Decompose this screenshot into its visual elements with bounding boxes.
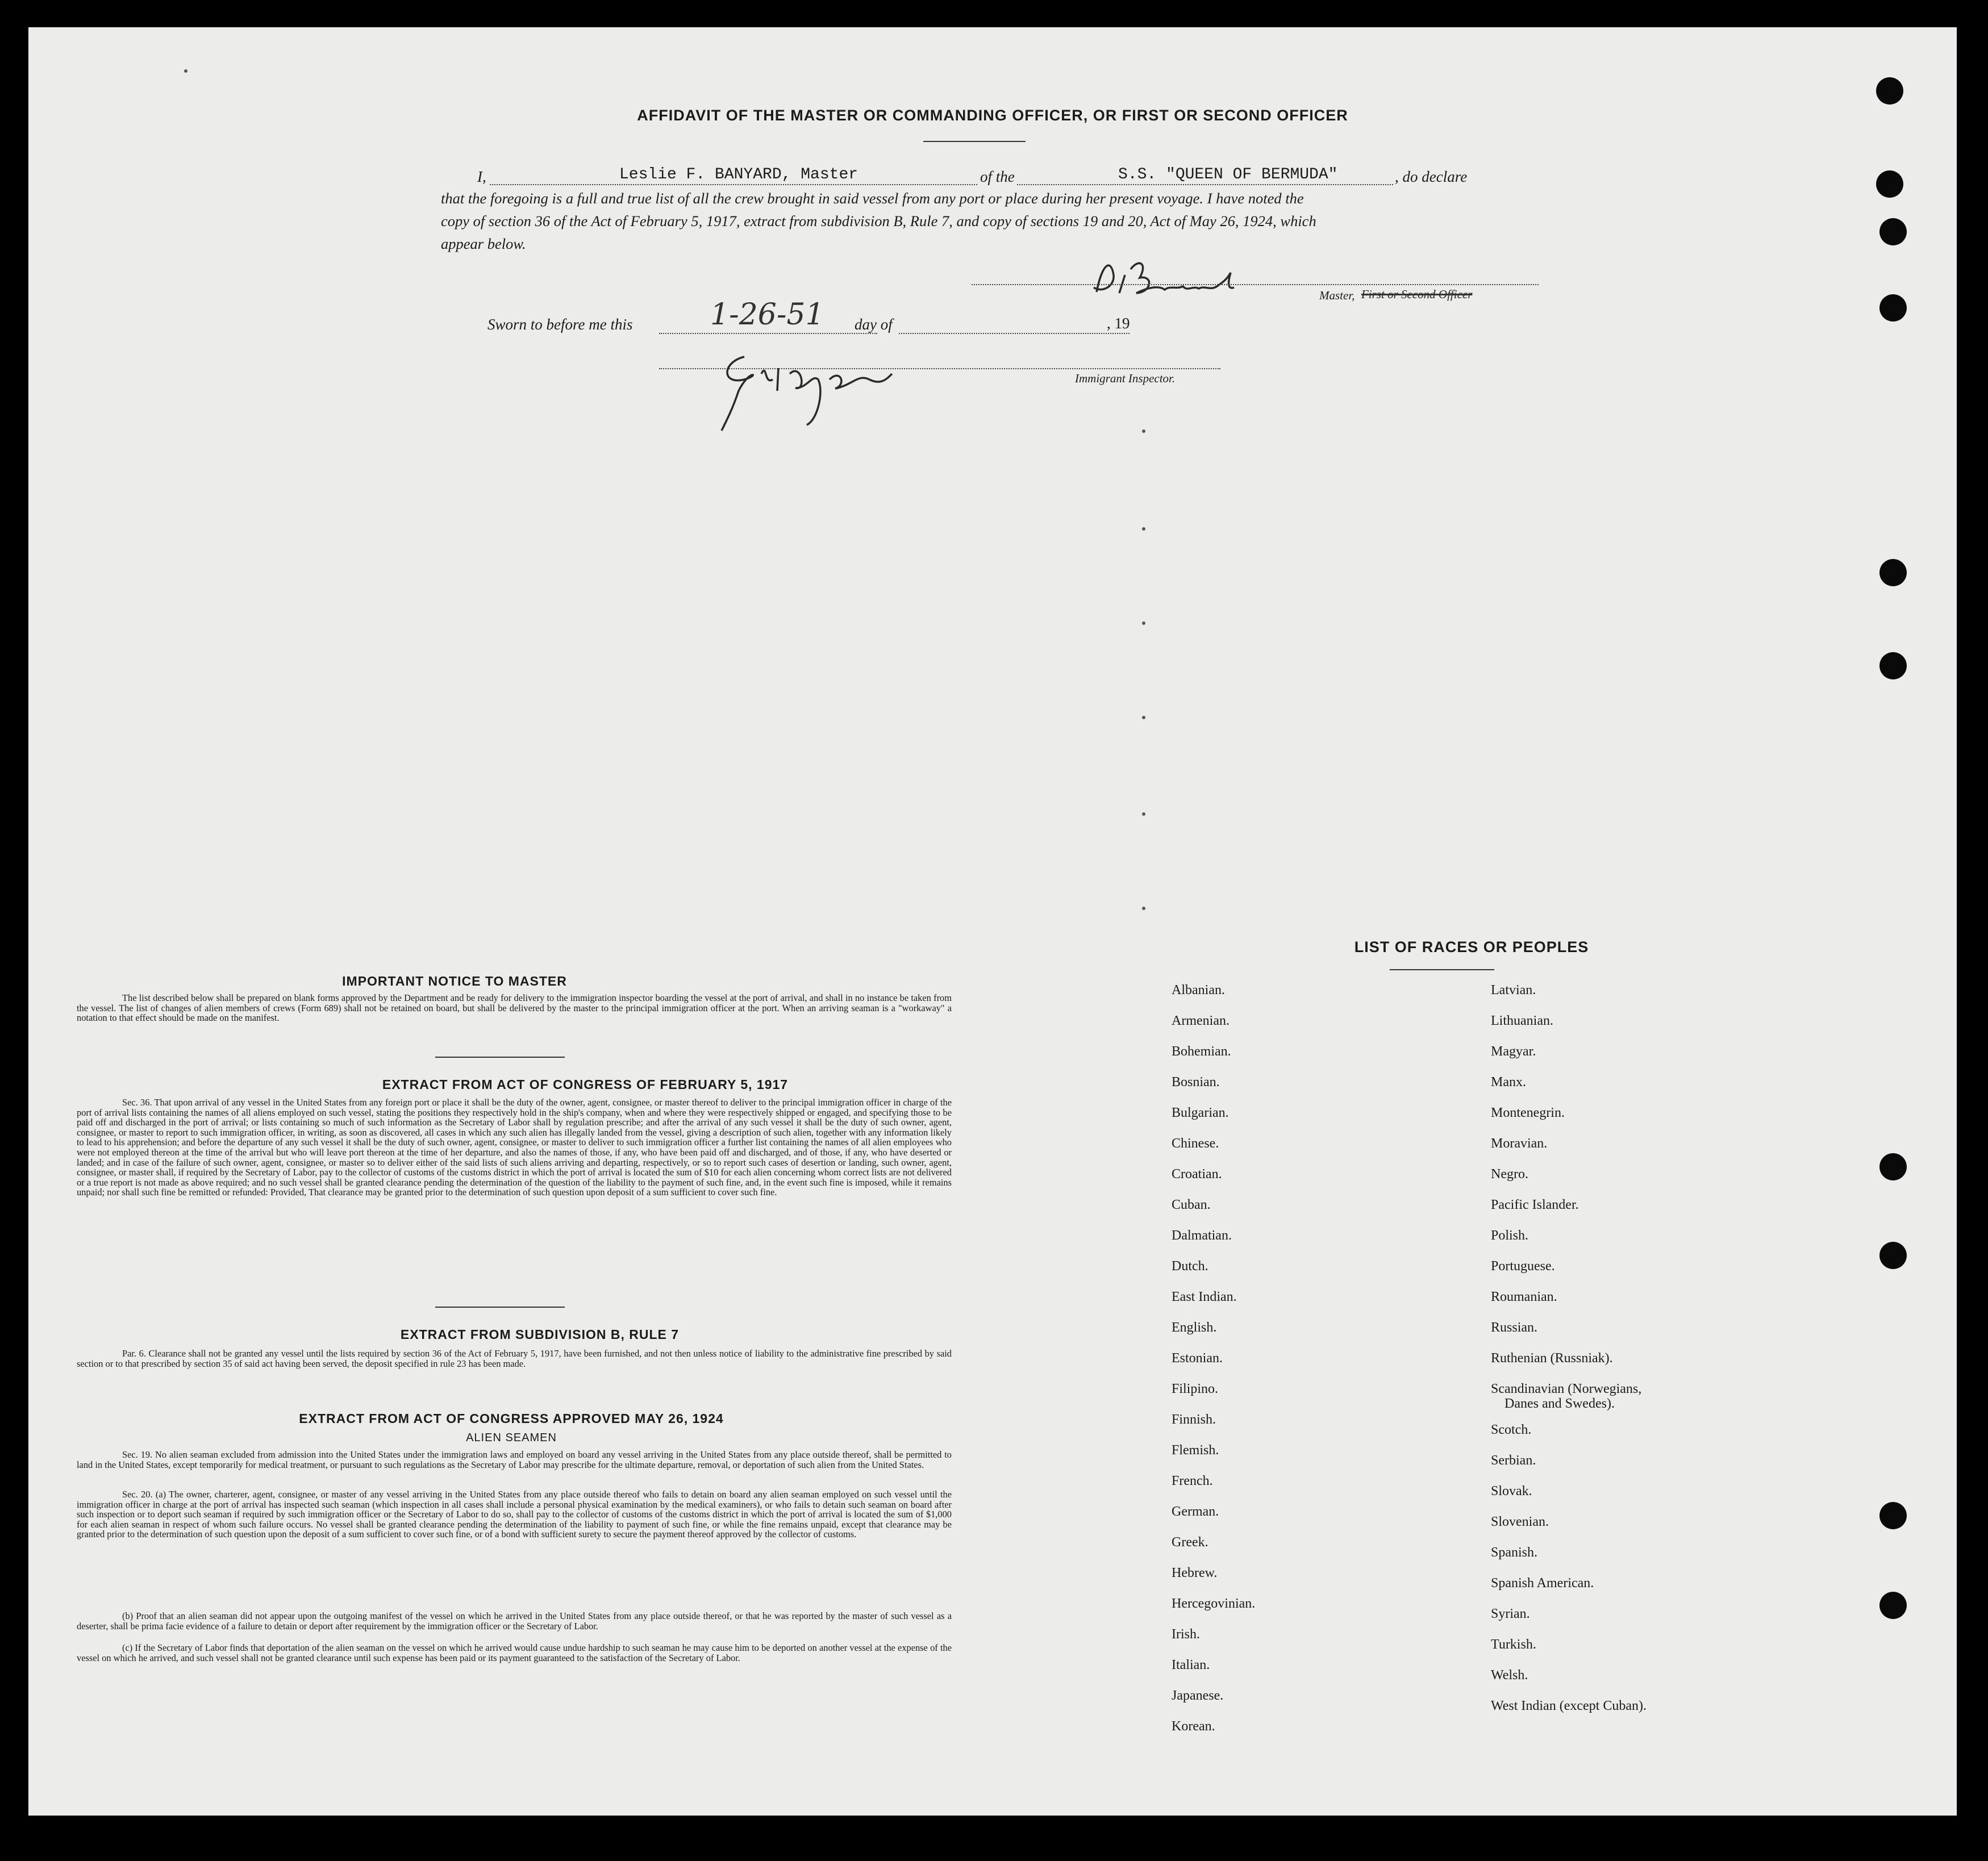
affidavit-body-line-1: that the foregoing is a full and true list of all the crew brought in said vessel from any port or place during her present voyage. I have noted the	[441, 190, 1304, 207]
race-item: Cuban.	[1172, 1197, 1211, 1212]
master-caption: Master,	[1319, 289, 1355, 302]
race-item: Russian.	[1491, 1320, 1538, 1335]
race-item: Polish.	[1491, 1228, 1529, 1243]
sworn-date: 1-26-51	[710, 298, 824, 332]
punch-hole	[1879, 1242, 1907, 1269]
race-item: Montenegrin.	[1491, 1105, 1565, 1120]
vessel-line	[1017, 184, 1393, 185]
sec-20a-body: Sec. 20. (a) The owner, charterer, agent, consignee, or master of any vessel arriving in the United States from any place outside thereof who fails to detain on board any alien seaman employed on such vessel until the immigration officer in charge at the port of arrival has inspected such seaman (which inspection in all cases shall include a personal physical examination by the medical examiners), or who fails to detain such seaman on board after such inspection or to deport such seaman if required by such immigration officer or the Secretary of Labor to do so, shall pay to the collector of customs of the customs district in which the port of arrival is located the sum of $1,000 for each alien seaman in respect of whom such failure occurs. No vessel shall be granted clearance pending the determination of the liability to payment of such fine, or while the fine remains unpaid, except that clearance may be granted prior to the determination of such question upon the deposit of a sum sufficient to cover such fine, or of a bond with sufficient surety to secure the payment thereof approved by the collector of customs.	[77, 1489, 952, 1540]
race-item: Spanish.	[1491, 1545, 1538, 1560]
race-item: Turkish.	[1491, 1637, 1536, 1652]
speck	[1142, 621, 1145, 625]
race-item: Greek.	[1172, 1535, 1208, 1550]
race-item: Negro.	[1491, 1167, 1528, 1182]
master-name: Leslie F. BANYARD, Master	[619, 166, 858, 183]
race-item: Korean.	[1172, 1719, 1215, 1734]
race-item: East Indian.	[1172, 1290, 1237, 1304]
punch-hole	[1876, 77, 1903, 105]
punch-hole	[1879, 1592, 1907, 1619]
race-item: Hebrew.	[1172, 1566, 1218, 1580]
race-item: Estonian.	[1172, 1351, 1223, 1366]
month-line	[899, 333, 1130, 334]
affidavit-body-line-3: appear below.	[441, 235, 526, 252]
race-item: Latvian.	[1491, 983, 1536, 998]
master-name-line	[490, 184, 977, 185]
race-item: Slovenian.	[1491, 1514, 1549, 1529]
extract-1917-title: EXTRACT FROM ACT OF CONGRESS OF FEBRUARY 5, 1917	[382, 1077, 789, 1092]
signature-scribble	[710, 334, 903, 436]
sec-19-body: Sec. 19. No alien seaman excluded from admission into the United States under the immigration laws and employed on board any vessel arriving in the United States from any place outside thereof, shall be permitted to land in the United States, except temporarily for medical treatment, or pursuant to such regulations as the Secretary of Labor may prescribe for the ultimate departure, removal, or deportation of such alien from the United States.	[77, 1449, 952, 1470]
speck	[184, 69, 187, 73]
race-item: Armenian.	[1172, 1013, 1230, 1028]
race-item: Moravian.	[1491, 1136, 1548, 1151]
signature-scribble	[1085, 252, 1273, 307]
race-item: Finnish.	[1172, 1412, 1216, 1427]
race-item: Roumanian.	[1491, 1290, 1557, 1304]
race-item-scandinavian-cont: Danes and Swedes).	[1504, 1396, 1615, 1411]
punch-hole	[1879, 1153, 1907, 1180]
race-item: Portuguese.	[1491, 1259, 1555, 1274]
affidavit-body-line-2: copy of section 36 of the Act of February 5, 1917, extract from subdivision B, Rule 7, and copy of sections 19 and 20, Act of May 26, 1924, which	[441, 212, 1316, 230]
race-item: Dalmatian.	[1172, 1228, 1232, 1243]
race-item: Japanese.	[1172, 1688, 1224, 1703]
race-item: Bohemian.	[1172, 1044, 1231, 1059]
title-rule	[923, 141, 1026, 142]
races-title-rule	[1390, 969, 1494, 970]
declaration-line	[477, 166, 1540, 189]
race-item: Italian.	[1172, 1658, 1210, 1672]
sworn-label: Sworn to before me this	[487, 316, 633, 333]
race-item: Ruthenian (Russniak).	[1491, 1351, 1613, 1366]
notice-title: IMPORTANT NOTICE TO MASTER	[342, 974, 567, 988]
document-page	[28, 27, 1957, 1816]
punch-hole	[1876, 170, 1903, 198]
punch-hole	[1879, 1502, 1907, 1529]
punch-hole	[1879, 652, 1907, 679]
section-rule	[435, 1057, 565, 1058]
extract-rule7-title: EXTRACT FROM SUBDIVISION B, RULE 7	[400, 1327, 680, 1342]
i-label: I,	[477, 168, 486, 185]
section-rule	[435, 1307, 565, 1308]
inspector-signature-line	[659, 368, 1220, 369]
race-item: Flemish.	[1172, 1443, 1219, 1458]
inspector-caption: Immigrant Inspector.	[1075, 372, 1176, 385]
punch-hole	[1879, 294, 1907, 322]
affidavit-title: AFFIDAVIT OF THE MASTER OR COMMANDING OFFICER, OR FIRST OR SECOND OFFICER	[637, 107, 1348, 124]
sec-20b-body: (b) Proof that an alien seaman did not appear upon the outgoing manifest of the vessel on which he arrived in the United States from any place outside thereof, or that he was reported by the master of such vessel as a deserter, shall be prima facie evidence of a failure to detain or deport after requirement by the immigration officer or the Secretary of Labor.	[77, 1610, 952, 1631]
race-item: Scandinavian (Norwegians,	[1491, 1382, 1642, 1396]
race-item: Irish.	[1172, 1627, 1200, 1642]
extract-1917-body: Sec. 36. That upon arrival of any vessel in the United States from any foreign port or place it shall be the duty of the owner, agent, consignee, or master thereof to deliver to the principal immigration officer in charge of the port of arrival lists containing the names of all aliens employed on such vessel, stating the positions they respectively hold in the ship's company, when and where they were respectively shipped or engaged, and specifying those to be paid off and discharged in the port of arrival; or lists containing so much of such information as the Secretary of Labor shall by regulation prescribe; and after the arrival of any such vessel it shall be the duty of such owner, agent, consignee, or master to report to such immigration officer, in writing, as soon as discovered, all cases in which any such alien has illegally landed from the vessel, giving a description of such alien, together with any information likely to lead to his apprehension; and before the departure of any such vessel it shall be the duty of such owner, agent, consignee, or master to deliver to such immigration officer a further list containing the names of all alien employees who were not employed thereon at the time of the arrival but who will leave port thereon at the time of her departure, and also the names of those, if any, who have been paid off and discharged, and of those, if any, who have deserted or landed; and in case of the failure of such owner, agent, consignee, or master so to deliver either of the said lists of such aliens arriving and departing, respectively, or so to report such cases of desertion or landing, such owner, agent, consignee, or master shall, if required by the Secretary of Labor, pay to the collector of customs of the customs district in which the port of arrival is located the sum of $10 for each alien concerning whom correct lists are not delivered or a true report is not made as above required; and no such vessel shall be granted clearance pending the determination of the question of the liability to the payment of such fine, and, in the event such fine is imposed, while it remains unpaid; nor shall such fine be remitted or refunded: Provided, That clearance may be granted prior to the determination of such question upon deposit of a sum sufficient to cover such fine.	[77, 1097, 952, 1198]
year-prefix: , 19	[1107, 315, 1130, 332]
vessel-name: S.S. "QUEEN OF BERMUDA"	[1118, 166, 1338, 183]
punch-hole	[1879, 559, 1907, 586]
race-item: Albanian.	[1172, 983, 1225, 998]
speck	[1142, 527, 1145, 531]
race-item: Manx.	[1491, 1075, 1526, 1090]
speck	[1142, 812, 1145, 816]
race-item: English.	[1172, 1320, 1217, 1335]
master-signature-line	[972, 284, 1539, 285]
race-item: Serbian.	[1491, 1453, 1536, 1468]
speck	[1142, 907, 1145, 910]
day-of-label: day of	[855, 316, 893, 333]
race-item: Spanish American.	[1491, 1576, 1594, 1591]
of-the-label: of the	[980, 168, 1015, 185]
race-item: Chinese.	[1172, 1136, 1219, 1151]
speck	[1142, 716, 1145, 719]
inspector-signature	[710, 334, 903, 436]
master-signature	[1085, 252, 1273, 307]
do-declare-label: , do declare	[1395, 168, 1468, 185]
race-item: Magyar.	[1491, 1044, 1536, 1059]
race-item: Dutch.	[1172, 1259, 1208, 1274]
master-caption-struck: First or Second Officer	[1361, 287, 1473, 301]
extract-rule7-body: Par. 6. Clearance shall not be granted any vessel until the lists required by section 36 of the Act of February 5, 1917, have been furnished, and not then unless notice of liability to the administrative fine prescribed by said section or to that prescribed by section 35 of said act having been served, the deposit specified in rule 23 has been made.	[77, 1348, 952, 1369]
race-item: Filipino.	[1172, 1382, 1219, 1396]
race-item: Pacific Islander.	[1491, 1197, 1579, 1212]
races-title: LIST OF RACES OR PEOPLES	[1354, 938, 1589, 955]
race-item: Welsh.	[1491, 1668, 1528, 1683]
race-item: Syrian.	[1491, 1607, 1530, 1621]
sec-20c-body: (c) If the Secretary of Labor finds that deportation of the alien seaman on the vessel on which he arrived would cause undue hardship to such seaman he may cause him to be deported on another vessel at the expense of the vessel on which he arrived, and such vessel shall not be granted clearance until such expense has been paid or its payment guaranteed to the satisfaction of the Secretary of Labor.	[77, 1642, 952, 1663]
notice-body: The list described below shall be prepared on blank forms approved by the Department and be ready for delivery to the immigration inspector boarding the vessel at the port of arrival, and shall in no instance be taken from the vessel. The list of changes of alien members of crews (Form 689) shall not be retained on board, but shall be delivered by the master to the principal immigration officer at the port. When an arriving seaman is a "workaway" a notation to that effect should be made on the manifest.	[77, 992, 952, 1024]
race-item: French.	[1172, 1474, 1213, 1488]
punch-hole	[1879, 218, 1907, 245]
race-item: German.	[1172, 1504, 1219, 1519]
extract-1924-title: EXTRACT FROM ACT OF CONGRESS APPROVED MAY 26, 1924	[299, 1411, 724, 1426]
extract-1924-subtitle: ALIEN SEAMEN	[466, 1432, 557, 1444]
race-item: Bulgarian.	[1172, 1105, 1229, 1120]
race-item: Slovak.	[1491, 1484, 1532, 1499]
race-item: Scotch.	[1491, 1422, 1532, 1437]
race-item: Hercegovinian.	[1172, 1596, 1256, 1611]
race-item: Lithuanian.	[1491, 1013, 1553, 1028]
race-item: Bosnian.	[1172, 1075, 1220, 1090]
race-item: Croatian.	[1172, 1167, 1222, 1182]
race-item: West Indian (except Cuban).	[1491, 1699, 1647, 1713]
speck	[1142, 429, 1145, 433]
